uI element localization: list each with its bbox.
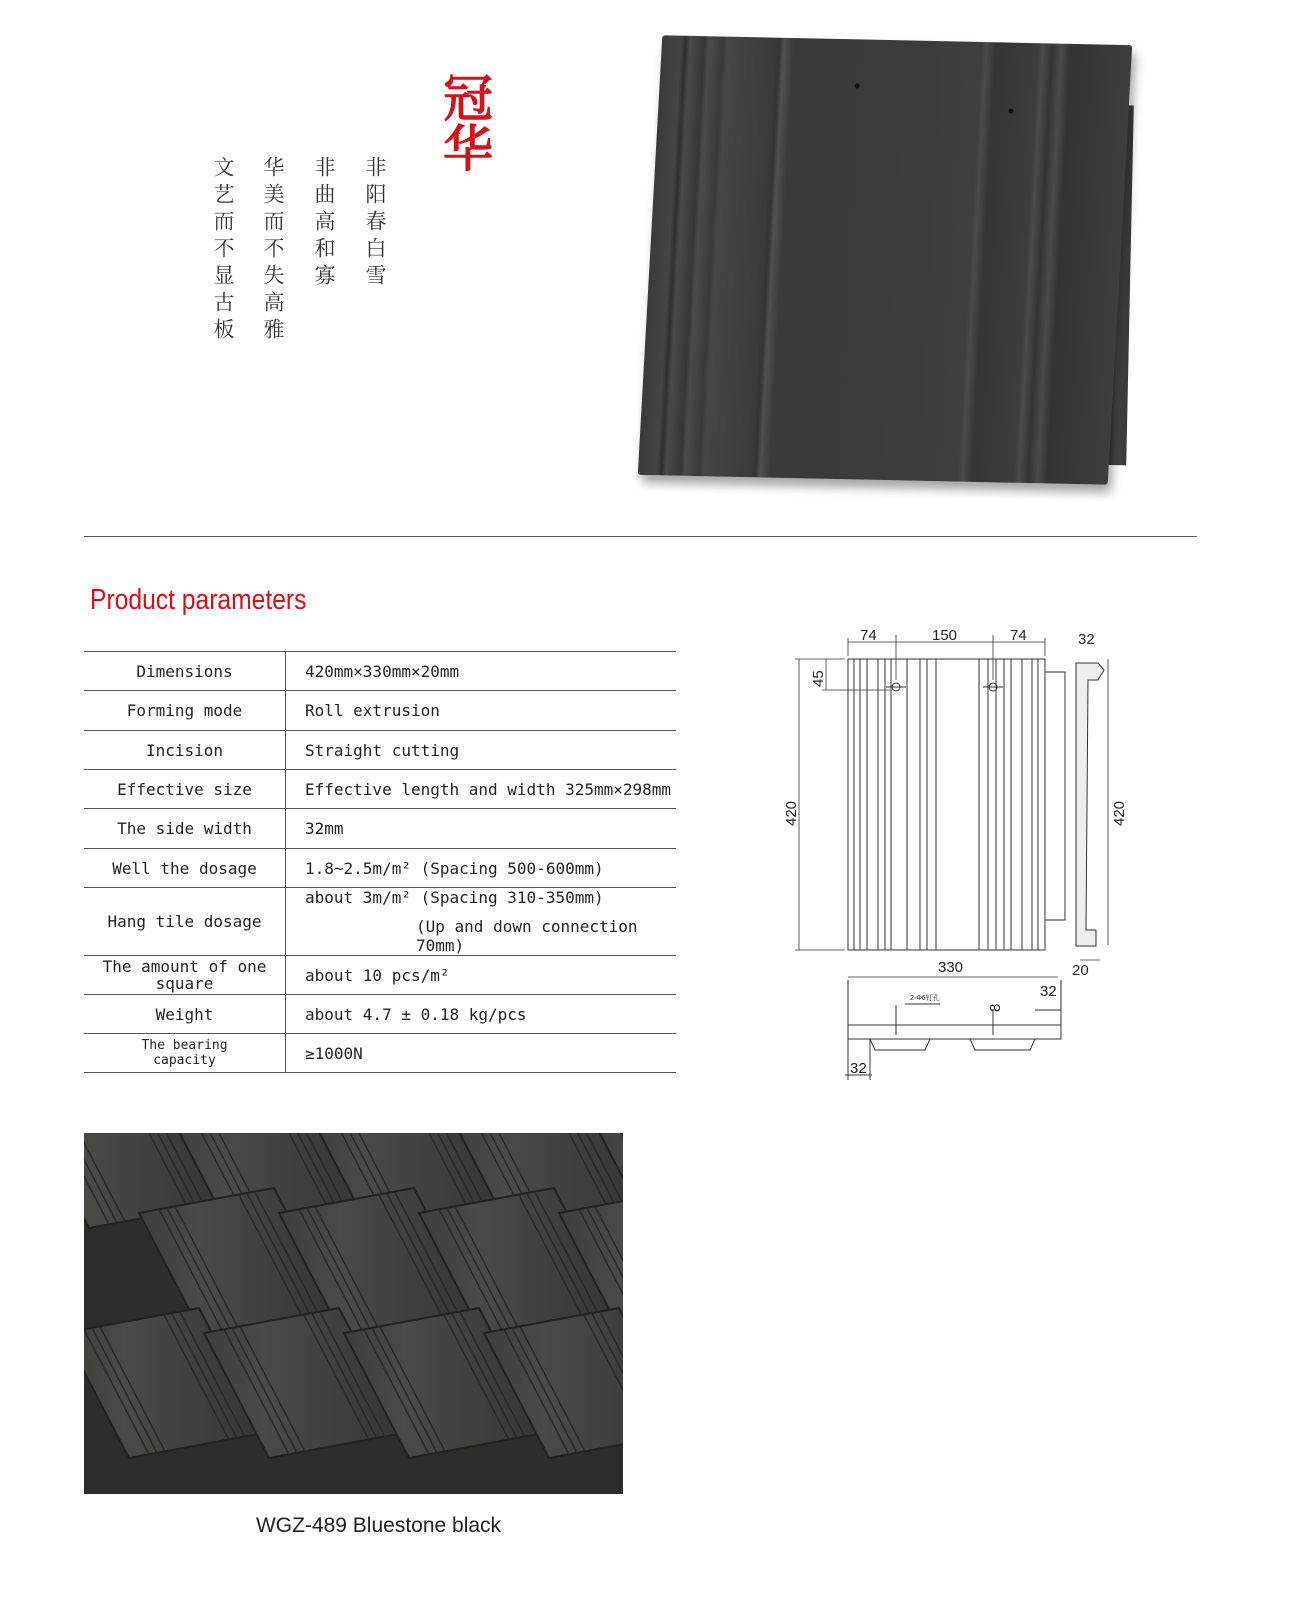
param-value-cell (286, 888, 677, 956)
param-key: Incision (84, 731, 286, 770)
param-key: Weight (84, 995, 286, 1034)
dimension-lines (795, 635, 1108, 977)
dim-lap-left: 32 (850, 1060, 867, 1077)
param-value: 420mm×330mm×20mm (305, 661, 460, 681)
technical-drawing (770, 620, 1130, 1090)
param-value: Roll extrusion (305, 701, 440, 720)
dim-width: 330 (938, 959, 964, 976)
param-value: about 10 pcs/m² (305, 965, 450, 985)
param-key: The bearing capacity (84, 1034, 286, 1073)
dim-left-rib: 74 (860, 627, 877, 644)
dim-side-length: 420 (1111, 800, 1128, 826)
tile-end-section (845, 980, 1061, 1080)
table-row (84, 1034, 676, 1073)
nail-hole (1008, 109, 1013, 114)
installed-roof-photo (84, 1133, 623, 1494)
dim-center: 150 (932, 627, 958, 644)
param-value-line2: (Up and down connection 70mm) (416, 917, 638, 955)
poem-line: 非阳春白雪 (363, 156, 387, 291)
dim-right-rib: 74 (1010, 627, 1027, 644)
table-row (84, 652, 676, 691)
param-value: about 3m/m² (Spacing 310-350mm) (305, 888, 604, 907)
param-value: Effective length and width 325mm×298mm (305, 779, 672, 799)
tile-side-section (1076, 663, 1104, 946)
poem-line: 文艺而不显古板 (211, 156, 235, 345)
dim-length: 420 (783, 800, 800, 826)
divider (84, 536, 1197, 537)
param-key: The side width (84, 809, 286, 849)
dim-side-top: 32 (1078, 631, 1095, 648)
table-row (84, 770, 676, 809)
table-row (84, 995, 676, 1034)
param-key: Hang tile dosage (84, 888, 286, 956)
poem-line: 华美而不失高雅 (261, 156, 285, 345)
product-tile-image (638, 35, 1132, 484)
table-row (84, 809, 676, 849)
table-row (84, 849, 676, 888)
dim-hole-offset: 45 (810, 670, 827, 687)
dim-groove-depth: 8 (987, 1003, 1004, 1012)
poem-line: 非曲高和寡 (312, 156, 336, 291)
param-key: Effective size (84, 770, 286, 809)
param-value: 32mm (305, 819, 344, 838)
hole-note: 2-Φ6钉孔 (910, 995, 940, 1002)
table-row (84, 691, 676, 731)
brand-title: 冠华 (435, 72, 494, 172)
param-key: Well the dosage (84, 849, 286, 888)
table-row (84, 956, 676, 995)
nail-hole (855, 83, 860, 88)
roof-tiles-illustration (84, 1133, 623, 1494)
param-key: The amount of one square (84, 956, 286, 995)
product-caption: WGZ-489 Bluestone black (255, 1514, 502, 1537)
section-title: Product parameters (90, 584, 307, 616)
param-value: Straight cutting (305, 740, 460, 760)
param-key: Forming mode (84, 691, 286, 731)
dim-lap-right: 32 (1040, 983, 1057, 1000)
table-row (84, 731, 676, 770)
param-key: Dimensions (84, 652, 286, 691)
param-value: about 4.7 ± 0.18 kg/pcs (305, 1004, 527, 1024)
param-value: 1.8~2.5m/m² (Spacing 500-600mm) (305, 858, 604, 878)
parameters-table (84, 651, 676, 1073)
dim-thickness: 20 (1072, 962, 1089, 979)
tile-plan-view (848, 659, 1065, 950)
param-value: ≥1000N (305, 1043, 363, 1063)
table-row (84, 888, 676, 956)
